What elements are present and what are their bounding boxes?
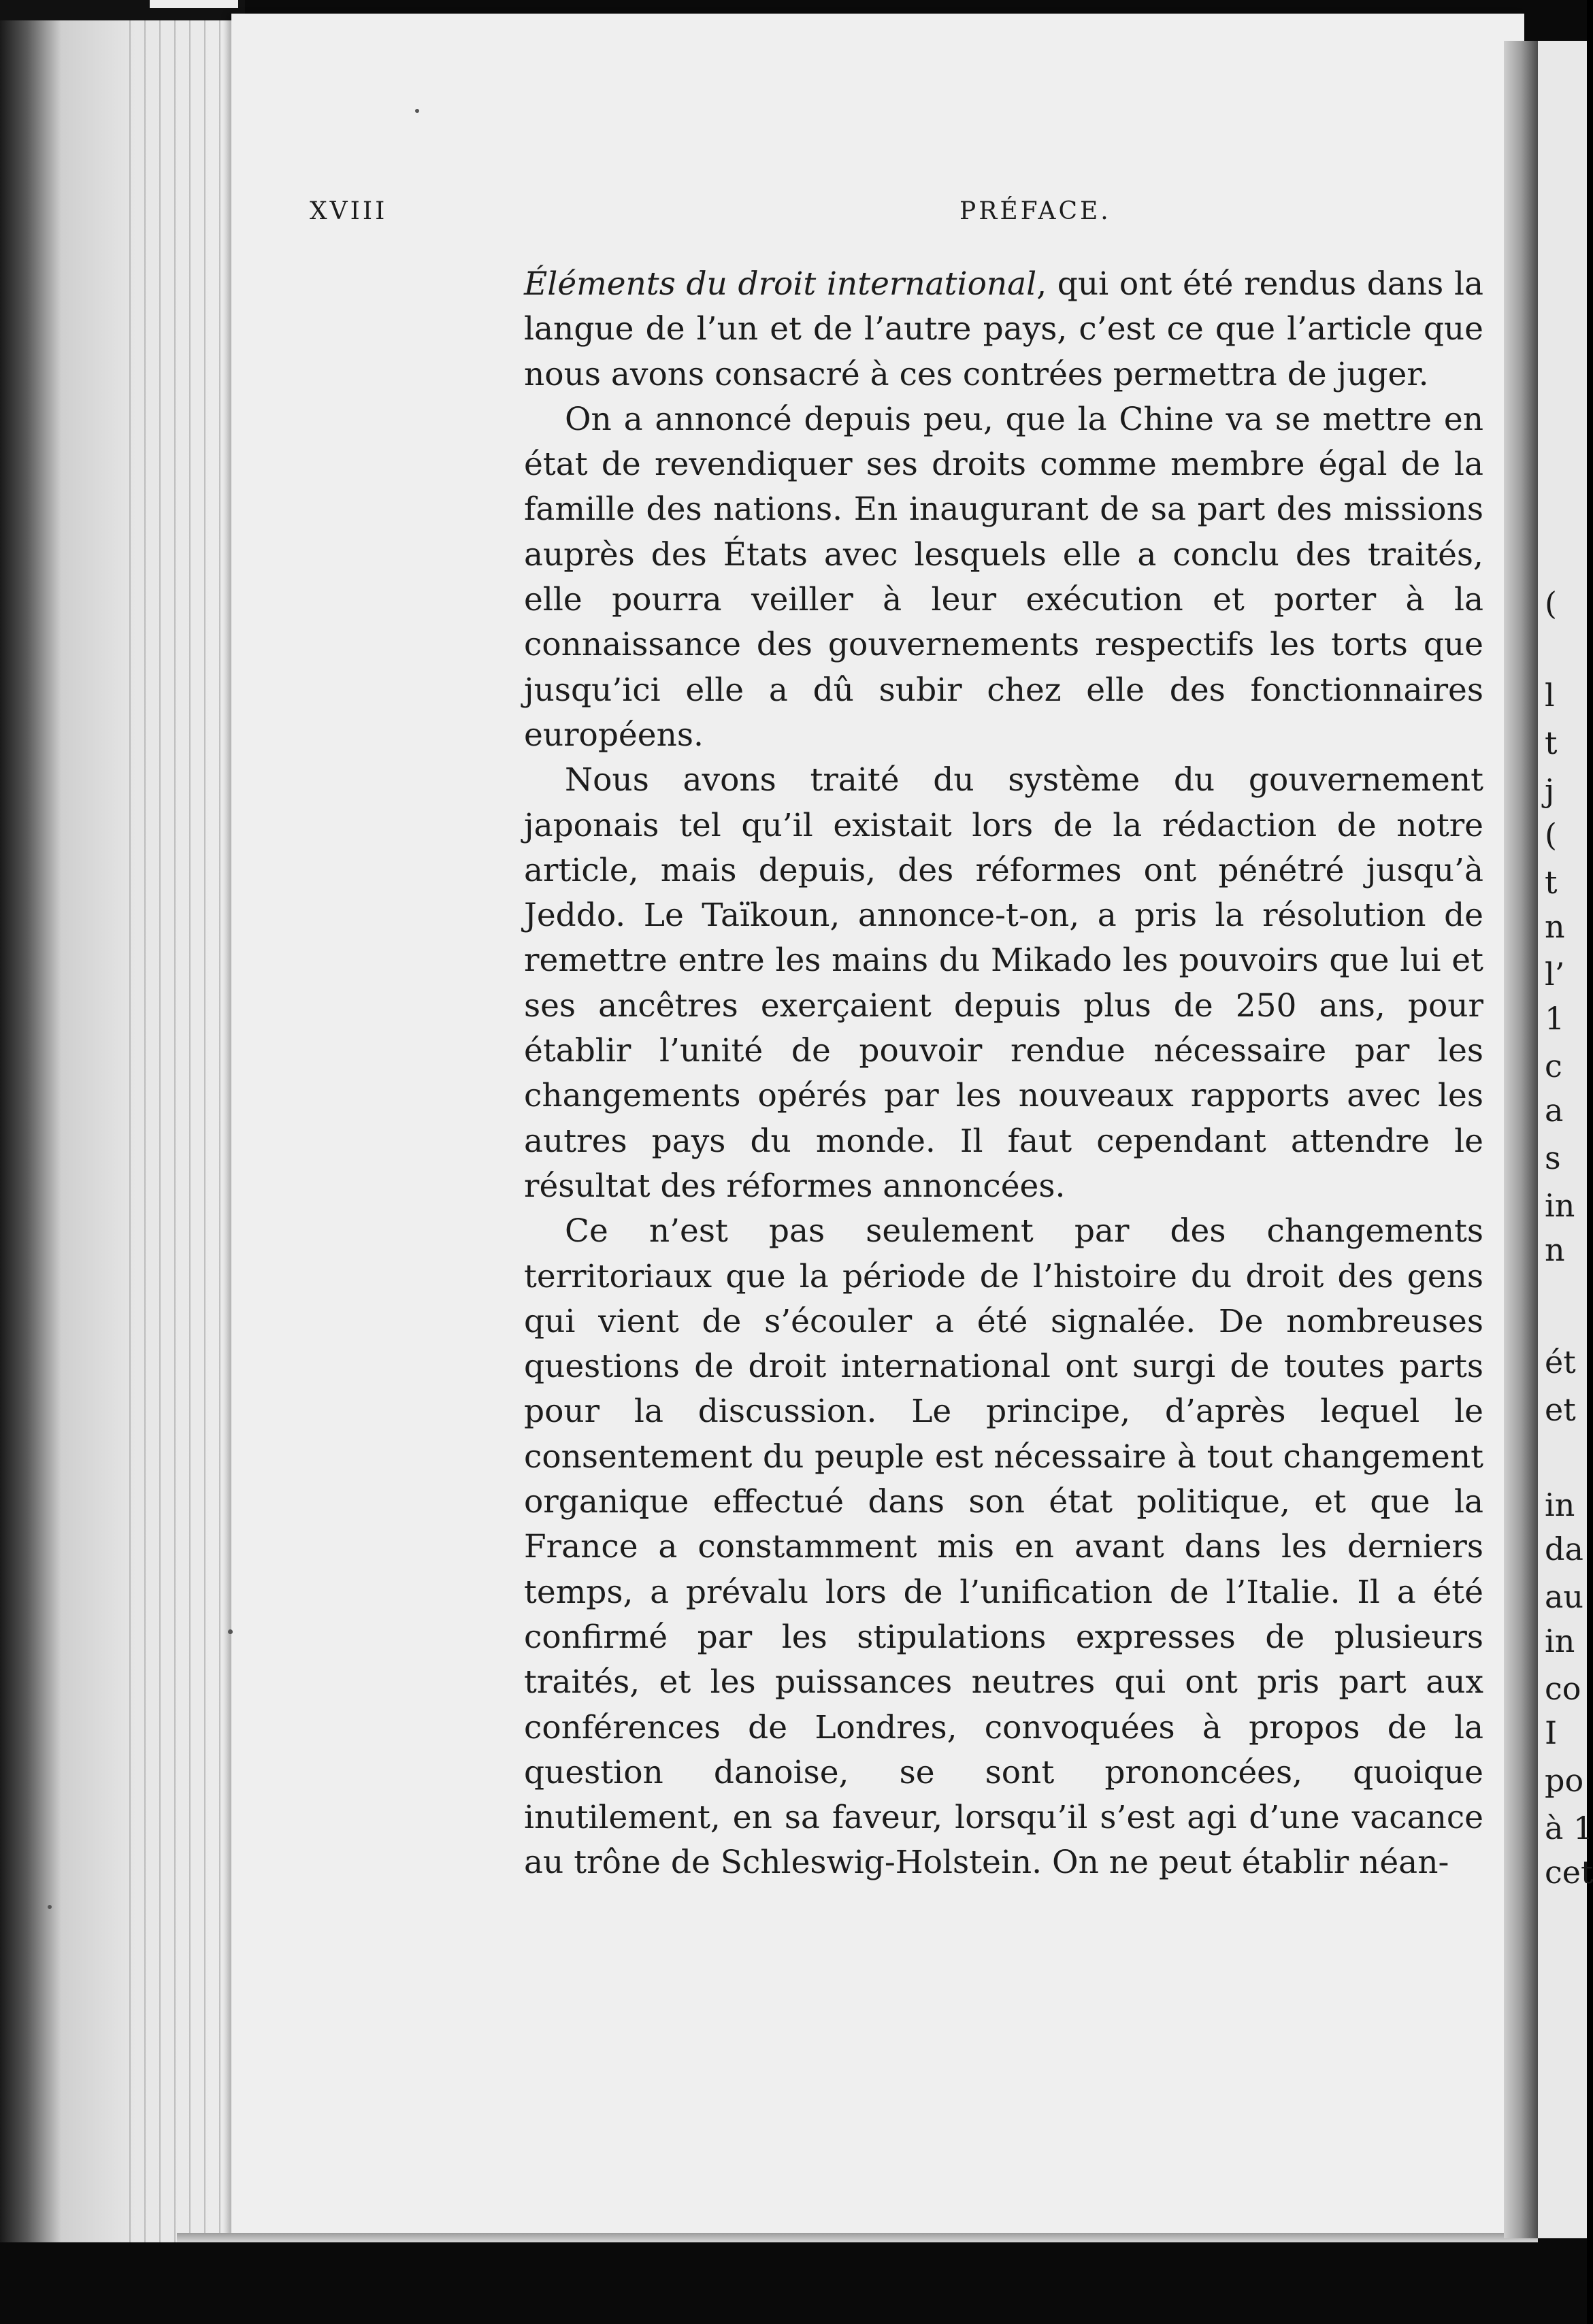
facing-page-text: ét xyxy=(1545,1344,1576,1380)
scan-speck xyxy=(415,109,419,113)
bottom-shadow xyxy=(0,2242,1587,2324)
facing-page-text: in xyxy=(1545,1623,1575,1659)
scan-speck xyxy=(48,1905,52,1909)
paragraph-text: , qui ont été rendus dans la langue de l’un et de l’autre pays, c’est ce que l’article que nous avons consacré à ces contrées permettra de juger. xyxy=(524,265,1483,393)
facing-page-text: s xyxy=(1545,1140,1561,1176)
facing-page-text: cet xyxy=(1545,1854,1593,1891)
facing-page-text: l’ xyxy=(1545,956,1565,993)
facing-page-text: a xyxy=(1545,1092,1564,1129)
facing-page-text: in xyxy=(1545,1187,1575,1224)
facing-page-text: po xyxy=(1545,1762,1584,1799)
facing-page-text: n xyxy=(1545,908,1565,945)
page-number: XVIII xyxy=(310,197,388,225)
running-head xyxy=(310,197,1466,238)
facing-page-text: au xyxy=(1545,1578,1584,1615)
running-title: PRÉFACE. xyxy=(959,197,1111,225)
facing-page-text: j xyxy=(1545,772,1555,809)
body-text xyxy=(524,262,1483,1886)
facing-page-text: da xyxy=(1545,1531,1583,1567)
facing-page-text: c xyxy=(1545,1048,1562,1084)
facing-page-text: ( xyxy=(1545,816,1557,853)
paragraph: Nous avons traité du système du gouvernement japonais tel qu’il existait lors de la rédaction de notre article, mais depuis, des réformes ont pénétré jusqu’à Jeddo. Le Taïkoun, annonce-t-on, a pris la résolution de remettre entre les mains du Mikado les pouvoirs que lui et ses ancêtres exerçaient depuis plus de 250 ans, pour établir l’unité de pouvoir rendue nécessaire par les changements opérés par les nouveaux rapports avec les autres pays du monde. Il faut cependant attendre le résultat des réformes annoncées. xyxy=(524,761,1483,1205)
facing-page-text: co xyxy=(1545,1670,1581,1707)
paragraph: On a annoncé depuis peu, que la Chine va se mettre en état de revendiquer ses droits comme membre égal de la famille des nations. En inaugurant de sa part des missions auprès des États avec lesquels elle a conclu des traités, elle pourra veiller à leur exécution et porter à la connaissance des gouvernements respectifs les torts que jusqu’ici elle a dû subir chez elle des fonctionnaires européens. xyxy=(524,400,1483,754)
page-edge-lines xyxy=(129,0,238,2259)
facing-page-text: in xyxy=(1545,1487,1575,1523)
paragraph: Ce n’est pas seulement par des changements territoriaux que la période de l’histoire du droit des gens qui vient de s’écouler a été signalée. De nombreuses questions de droit international ont surgi de toutes parts pour la discussion. Le principe, d’après lequel le consentement du peuple est nécessaire à tout changement organique effectué dans son état politique, et que la France a constamment mis en avant dans les derniers temps, a prévalu lors de l’unification de l’Italie. Il a été confirmé par les stipulations expresses de plusieurs traités, et les puissances neutres qui ont pris part aux conférences de Londres, convoquées à propos de la question danoise, se sont prononcées, quoique inutilement, en sa faveur, lorsqu’il s’est agi d’une vacance au trône de Schleswig-Holstein. On ne peut établir néan- xyxy=(524,1212,1483,1882)
facing-page-text: I xyxy=(1545,1714,1558,1751)
facing-page-text: t xyxy=(1545,864,1558,901)
top-left-shadow xyxy=(0,0,245,20)
page-bottom-edge xyxy=(177,2233,1538,2242)
facing-page-text: t xyxy=(1545,725,1558,761)
facing-page-text: n xyxy=(1545,1231,1565,1268)
facing-page-fragment xyxy=(1538,41,1593,2238)
page-edges-left xyxy=(0,0,245,2324)
facing-page-text: à 1 xyxy=(1545,1810,1593,1846)
facing-page-text: 1 xyxy=(1545,1000,1565,1037)
paragraph xyxy=(524,262,1483,397)
facing-page-text: l xyxy=(1545,677,1555,714)
book-gutter xyxy=(1504,41,1538,2238)
facing-page-text: et xyxy=(1545,1391,1576,1428)
scan-speck xyxy=(228,1629,233,1634)
italic-book-title: Éléments du droit international xyxy=(524,265,1037,303)
top-right-shadow xyxy=(1524,0,1587,41)
facing-page-text: ( xyxy=(1545,585,1557,622)
